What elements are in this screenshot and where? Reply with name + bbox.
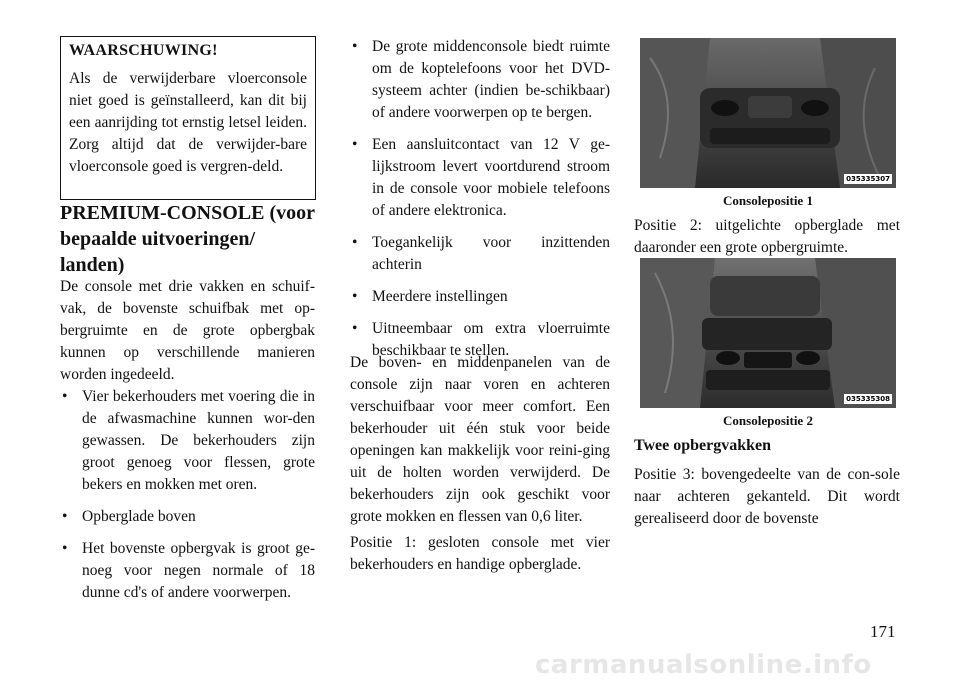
list-item: • Een aansluitcontact van 12 V ge-lijkstroom levert voortdurend stroom in de console voor mobiele telefoons of andere elektronica. — [352, 136, 610, 219]
list-item: • Meerdere instellingen — [350, 286, 610, 308]
photo-caption: Consolepositie 1 — [723, 193, 813, 208]
warning-text: Als de verwijderbare vloerconsole niet goed is geïnstalleerd, kan dit bij een aanrijding tot ernstig letsel leiden. Zorg altijd dat de verwijder-bare vloerconsole goed is vergren-deld. — [69, 70, 307, 175]
section-title: PREMIUM-CONSOLE (voor bepaalde uitvoeringen/ landen) — [60, 202, 315, 276]
list-item: • Het bovenste opbergvak is groot ge-noeg voor negen normale of 18 dunne cd's of andere voorwerpen. — [62, 540, 315, 601]
bullet-icon: • — [352, 234, 358, 251]
bullet-icon: • — [352, 136, 358, 153]
subheading: Twee opbergvakken — [634, 437, 772, 454]
list-item: • Uitneembaar om extra vloerruimte beschikbaar te stellen. — [352, 320, 610, 359]
bullet-icon: • — [62, 508, 68, 525]
warning-title: WAARSCHUWING! — [69, 42, 218, 59]
photo-caption: Consolepositie 2 — [723, 413, 813, 428]
list-item: • De grote middenconsole biedt ruimte om de koptelefoons voor het DVD-systeem achter (indien be-schikbaar) of andere voorwerpen op te bergen. — [352, 38, 610, 121]
watermark: carmanualsonline.info — [535, 650, 872, 680]
paragraph-sliding-panels: De boven- en middenpanelen van de console zijn naar voren en achteren verschuifbaar voor meer comfort. Een bekerhouder uit één stuk voor beide openingen kan makkelijk voor reini-ging uit de holten worden verwijderd. De bekerhouders zijn ook geschikt voor grote mokken en flessen van 0,6 liter. — [350, 354, 610, 525]
console-photo-1 — [640, 38, 896, 188]
paragraph-position-1: Positie 1: gesloten console met vier bekerhouders en handige opberglade. — [350, 534, 610, 573]
bullet-icon: • — [352, 288, 358, 305]
bullet-icon: • — [352, 320, 358, 337]
photo-code: 035335307 — [846, 175, 890, 183]
bullet-icon: • — [62, 540, 68, 557]
list-item: • Opberglade boven — [60, 506, 315, 528]
paragraph-position-3: Positie 3: bovengedeelte van de con-sole naar achteren gekanteld. Dit wordt gerealiseerd door de bovenste — [634, 466, 900, 527]
list-item: • Toegankelijk voor inzittenden achterin — [352, 234, 610, 273]
bullet-icon: • — [62, 388, 68, 405]
intro-paragraph: De console met drie vakken en schuif-vak, de bovenste schuifbak met op-bergruimte en de grote opbergbak kunnen op verschillende manieren worden ingedeeld. — [60, 278, 315, 383]
warning-box — [60, 36, 316, 200]
list-item: • Vier bekerhouders met voering die in de afwasmachine kunnen wor-den gewassen. De bekerhouders zijn groot genoeg voor flessen, grote bekers en mokken met oren. — [62, 388, 315, 493]
photo-code: 035335308 — [846, 395, 890, 403]
paragraph-position-2: Positie 2: uitgelichte opberglade met daaronder een grote opbergruimte. — [634, 217, 900, 256]
page-number: 171 — [870, 622, 896, 641]
console-photo-2 — [640, 258, 896, 408]
feature-list-2 — [350, 36, 610, 372]
bullet-icon: • — [352, 38, 358, 55]
feature-list-1 — [60, 386, 315, 614]
